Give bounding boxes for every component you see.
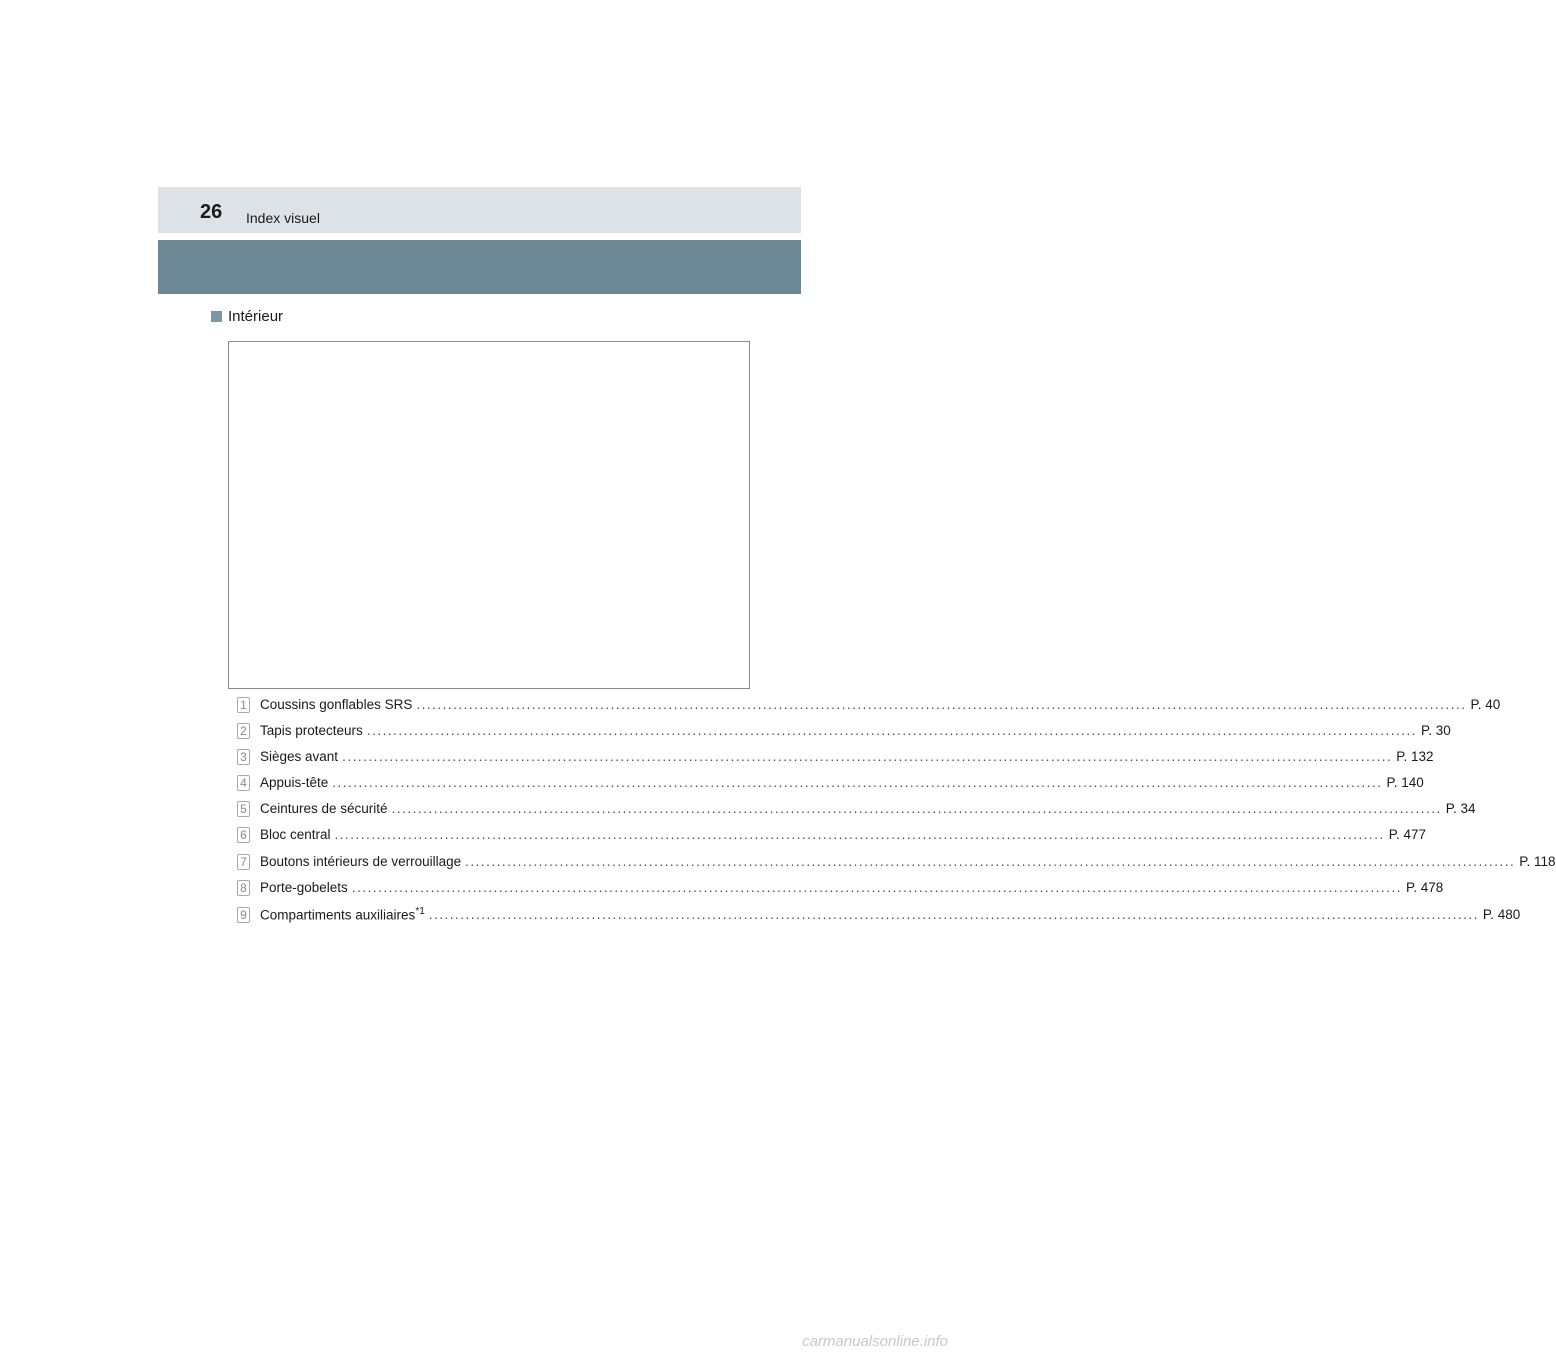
sub-heading-label: Intérieur (228, 308, 284, 325)
page-reference[interactable]: P. 477 (1388, 827, 1426, 843)
leader-dots: ........................................................................................................................................................................................................ (351, 879, 1402, 895)
legend-item[interactable] (237, 801, 1476, 827)
page-reference[interactable]: P. 30 (1420, 723, 1451, 739)
legend-label: Porte-gobelets (260, 879, 348, 895)
legend-item[interactable] (237, 827, 1426, 853)
interior-figure (228, 341, 750, 689)
legend-number: 9 (237, 907, 250, 923)
legend-label: Coussins gonflables SRS (260, 697, 413, 712)
legend-item[interactable] (237, 853, 1556, 880)
footnote-marker: *1 (415, 905, 425, 917)
page-reference[interactable]: P. 480 (1482, 907, 1521, 923)
legend-label: Sièges avant (260, 749, 339, 765)
leader-dots: ........................................................................................................................................................................................................ (366, 723, 1417, 739)
legend-list (237, 697, 1556, 932)
leader-dots: ........................................................................................................................................................................................................ (334, 827, 1385, 843)
legend-item[interactable] (237, 749, 1434, 775)
legend-item[interactable] (237, 697, 1501, 723)
legend-label: Boutons intérieurs de verrouillage (260, 853, 462, 869)
legend-item[interactable] (237, 905, 1521, 932)
legend-item[interactable] (237, 723, 1451, 749)
square-bullet-icon (211, 311, 222, 322)
legend-number: 5 (237, 801, 250, 817)
legend-number: 6 (237, 827, 250, 843)
legend-label: Ceintures de sécurité (260, 801, 388, 817)
legend-label: Tapis protecteurs (260, 723, 363, 739)
leader-dots: ........................................................................................................................................................................................................ (428, 907, 1479, 923)
leader-dots: ........................................................................................................................................................................................................ (342, 749, 1393, 765)
header-band (158, 240, 801, 294)
legend-number: 8 (237, 880, 250, 896)
legend-label: Bloc central (260, 827, 331, 843)
watermark: carmanualsonline.info (802, 1333, 948, 1350)
legend-label: Appuis-tête (260, 775, 329, 791)
legend-number: 7 (237, 854, 250, 870)
legend-item[interactable] (237, 775, 1424, 801)
legend-label (260, 906, 425, 923)
legend-number: 1 (237, 697, 250, 713)
leader-dots: ........................................................................................................................................................................................................ (465, 853, 1516, 869)
page-reference[interactable]: P. 478 (1405, 879, 1444, 895)
page-reference[interactable]: P. 34 (1445, 801, 1476, 817)
legend-item[interactable] (237, 879, 1444, 906)
leader-dots: ........................................................................................................................................................................................................ (332, 775, 1383, 791)
legend-number: 2 (237, 723, 250, 739)
page-reference[interactable]: P. 132 (1396, 749, 1434, 765)
page-number: 26 (200, 201, 223, 223)
page-reference[interactable]: P. 118 (1519, 853, 1556, 869)
legend-number: 4 (237, 775, 250, 791)
leader-dots: ........................................................................................................................................................................................................ (391, 801, 1442, 817)
legend-number: 3 (237, 749, 250, 765)
legend-label-text: Compartiments auxiliaires (260, 907, 416, 923)
section-title: Index visuel (246, 210, 320, 226)
page-reference[interactable]: P. 40 (1470, 697, 1501, 712)
page-header (158, 187, 801, 233)
page-reference[interactable]: P. 140 (1386, 775, 1424, 791)
sub-heading (211, 308, 283, 325)
leader-dots: ........................................................................................................................................................................................................ (416, 697, 1467, 712)
